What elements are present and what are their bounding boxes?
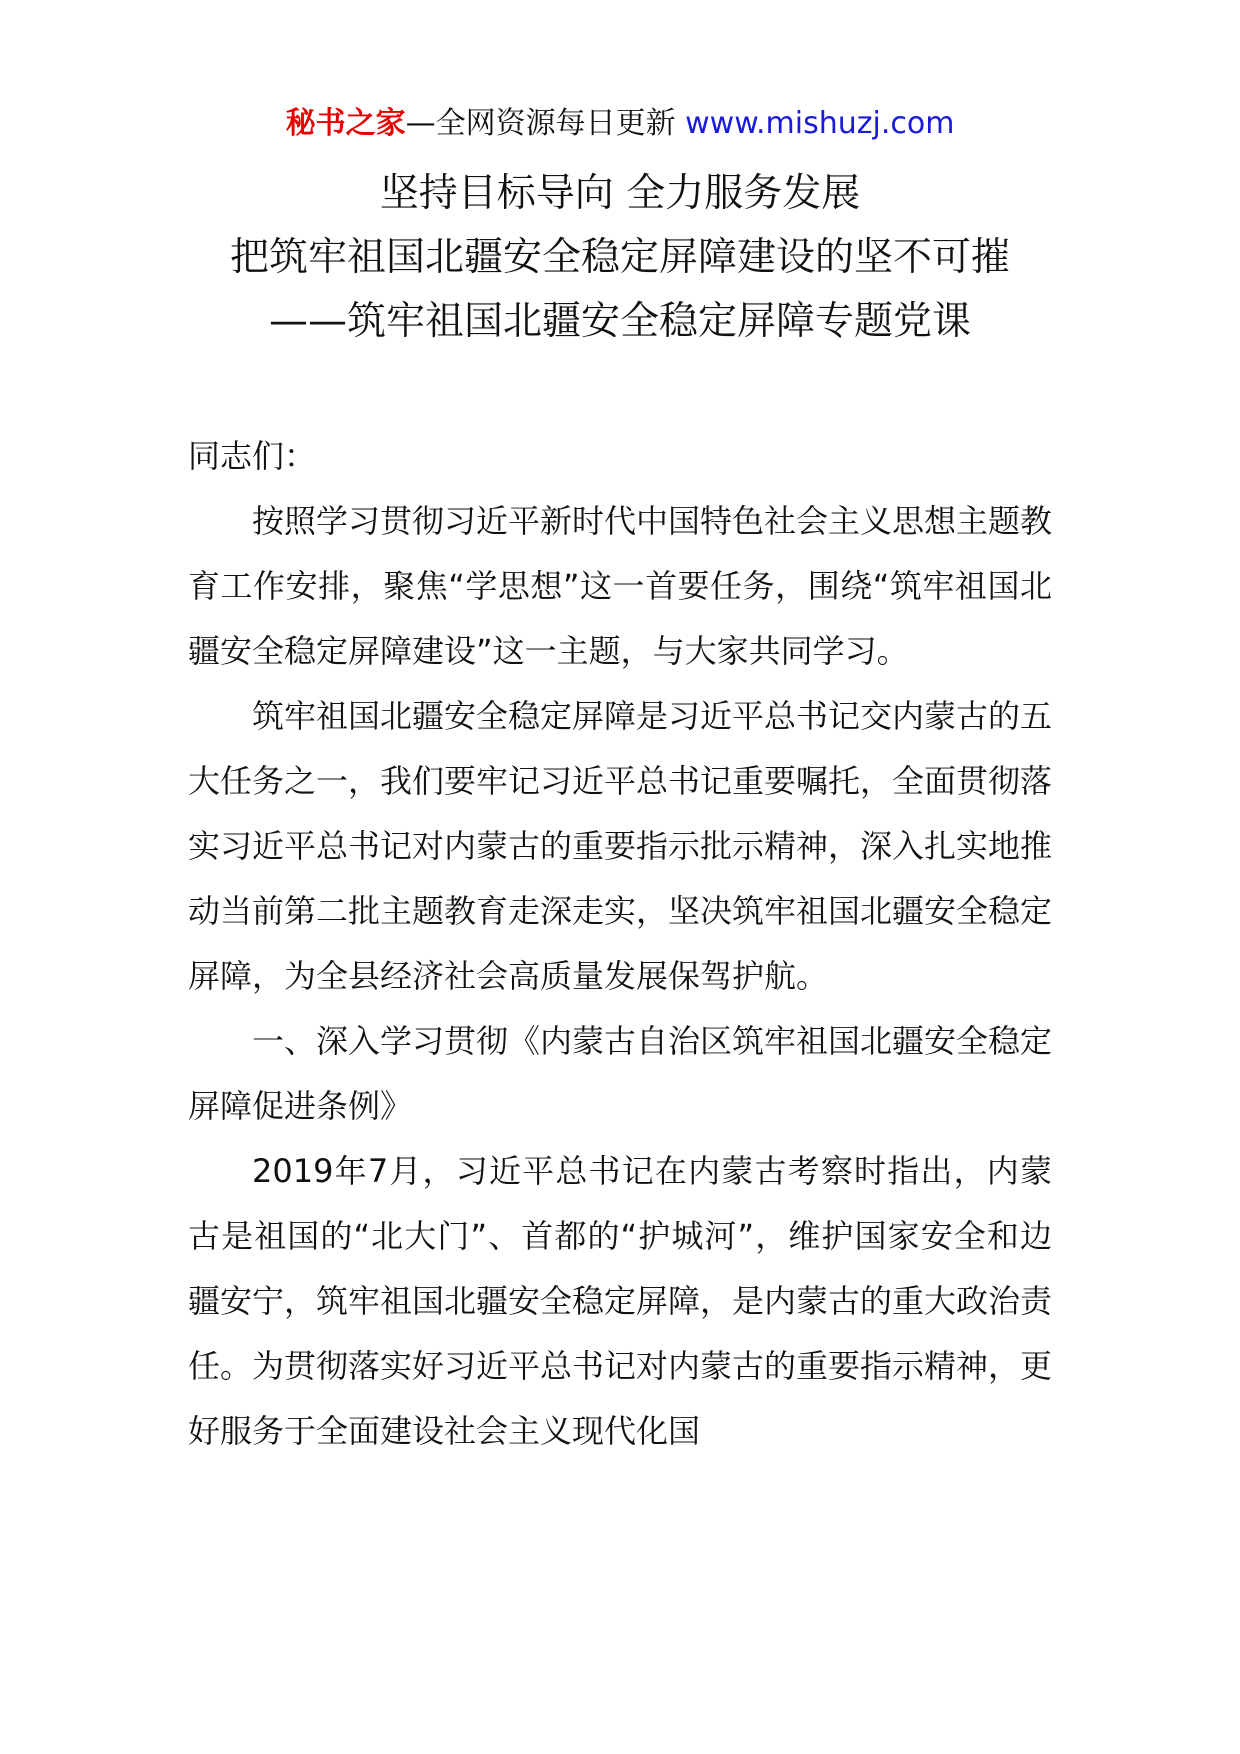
title-line-1: 坚持目标导向 全力服务发展 [379, 171, 861, 216]
document-title [0, 162, 1240, 354]
title-line-3: ——筑牢祖国北疆安全稳定屏障专题党课 [268, 299, 971, 344]
salutation: 同志们： [188, 437, 317, 475]
document-body [188, 424, 1052, 1464]
brand-name: 秘书之家 [285, 106, 406, 141]
paragraph-3: 2019年7月，习近平总书记在内蒙古考察时指出，内蒙古是祖国的“北大门”、首都的“护城河”，维护国家安全和边疆安宁，筑牢祖国北疆安全稳定屏障，是内蒙古的重大政治责任。为贯彻落实好习近平总书记对内蒙古的重要指示精神，更好服务于全面建设社会主义现代化国 [188, 1152, 1053, 1450]
site-url[interactable]: www.mishuzj.com [685, 106, 955, 141]
site-header [0, 100, 1240, 148]
paragraph-1: 按照学习贯彻习近平新时代中国特色社会主义思想主题教育工作安排，聚焦“学思想”这一首要任务，围绕“筑牢祖国北疆安全稳定屏障建设”这一主题，与大家共同学习。 [188, 502, 1053, 670]
header-tagline: —全网资源每日更新 [405, 106, 676, 141]
section-heading-1: 一、深入学习贯彻《内蒙古自治区筑牢祖国北疆安全稳定屏障促进条例》 [188, 1022, 1053, 1125]
title-line-2: 把筑牢祖国北疆安全稳定屏障建设的坚不可摧 [229, 235, 1010, 280]
paragraph-2: 筑牢祖国北疆安全稳定屏障是习近平总书记交内蒙古的五大任务之一，我们要牢记习近平总书记重要嘱托，全面贯彻落实习近平总书记对内蒙古的重要指示批示精神，深入扎实地推动当前第二批主题教育走深走实，坚决筑牢祖国北疆安全稳定屏障，为全县经济社会高质量发展保驾护航。 [188, 697, 1053, 995]
